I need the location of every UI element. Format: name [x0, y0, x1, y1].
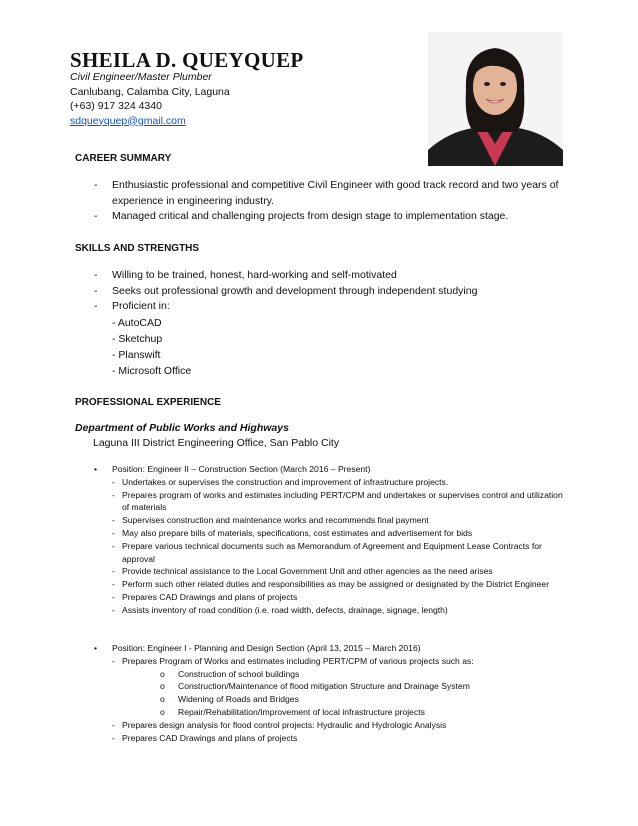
position-title: Position: Engineer II – Construction Section (March 2016 – Present): [112, 464, 371, 474]
duty-item: - Prepares design analysis for flood control projects: Hydraulic and Hydrologic Analysis: [112, 719, 564, 732]
job-title: Civil Engineer/Master Plumber: [70, 71, 212, 83]
circle-bullet-icon: o: [160, 668, 165, 679]
proficient-label: Proficient in:: [112, 300, 170, 312]
duties-list: [94, 719, 564, 745]
software-item: - AutoCAD: [112, 316, 162, 329]
duty-item: - Perform such other related duties and responsibilities as may be assigned or designated by the District Engineer: [112, 578, 564, 591]
software-item: - Microsoft Office: [112, 364, 192, 377]
duty-item: - Undertakes or supervises the construction and improvement of infrastructure projects.: [112, 476, 564, 489]
duty-item: - Prepares program of works and estimates including PERT/CPM and undertakes or supervises control and utilization of materials: [112, 489, 564, 515]
career-summary-list: [94, 178, 564, 225]
contact-block: [70, 70, 230, 128]
email-link[interactable]: sdqueyquep@gmail.com: [70, 114, 186, 127]
address: Canlubang, Calamba City, Laguna: [70, 85, 230, 98]
software-list: [112, 315, 564, 379]
experience-heading: PROFESSIONAL EXPERIENCE: [75, 397, 221, 408]
employer-block: [75, 421, 339, 451]
bullet-icon: •: [94, 464, 98, 474]
list-item: - Managed critical and challenging projects from design stage to implementation stage.: [94, 209, 564, 225]
duty-item: - Provide technical assistance to the Local Government Unit and other agencies as the need arises: [112, 565, 564, 578]
list-item: - Willing to be trained, honest, hard-working and self-motivated: [94, 268, 564, 284]
duty-item: - Prepares CAD Drawings and plans of projects: [112, 732, 564, 745]
duty-item: - Prepare various technical documents such as Memorandum of Agreement and Equipment Lease Contracts for approval: [112, 540, 564, 566]
project-item: [160, 668, 564, 681]
duty-item: - Assists inventory of road condition (i.e. road width, defects, drainage, signage, length): [112, 604, 564, 617]
position-line: [94, 642, 564, 655]
list-item: - Enthusiastic professional and competitive Civil Engineer with good track record and two years of experience in engineering industry.: [94, 178, 564, 209]
circle-bullet-icon: o: [160, 706, 165, 717]
project-item: [160, 706, 564, 719]
project-text: Construction of school buildings: [178, 668, 300, 679]
career-summary-heading: CAREER SUMMARY: [75, 153, 172, 164]
list-item: - Seeks out professional growth and development through independent studying: [94, 284, 564, 300]
duty-item: - May also prepare bills of materials, specifications, cost estimates and advertisement for bids: [112, 527, 564, 540]
duty-item: [112, 655, 564, 668]
phone-number: (+63) 917 324 4340: [70, 100, 162, 112]
duty-intro: Prepares Program of Works and estimates including PERT/CPM of various projects such as:: [122, 655, 474, 666]
position-line: [94, 463, 564, 476]
project-text: Construction/Maintenance of flood mitigation Structure and Drainage System: [178, 681, 470, 692]
skills-list: [94, 268, 564, 379]
position-title: Position: Engineer I - Planning and Design Section (April 13, 2015 – March 2016): [112, 643, 421, 653]
project-item: [160, 693, 564, 706]
software-item: - Sketchup: [112, 332, 163, 345]
list-item: [94, 299, 564, 379]
job-entry-engineer-ii: [94, 463, 564, 617]
applicant-name: SHEILA D. QUEYQUEP: [70, 48, 304, 72]
software-item: - Planswift: [112, 348, 161, 361]
profile-photo: [428, 32, 563, 166]
duty-item: - Supervises construction and maintenance works and recommends final payment: [112, 514, 564, 527]
project-types-list: [94, 668, 564, 719]
circle-bullet-icon: o: [160, 681, 165, 692]
office-name: Laguna III District Engineering Office, San Pablo City: [93, 437, 340, 449]
job-entry-engineer-i: [94, 642, 564, 744]
project-text: Widening of Roads and Bridges: [178, 694, 299, 705]
duties-list: [94, 655, 564, 668]
project-item: [160, 680, 564, 693]
duty-item: - Prepares CAD Drawings and plans of projects: [112, 591, 564, 604]
circle-bullet-icon: o: [160, 694, 165, 705]
duties-list: [94, 476, 564, 617]
project-text: Repair/Rehabilitation/Improvement of local infrastructure projects: [178, 706, 425, 717]
department-name: Department of Public Works and Highways: [75, 422, 289, 434]
skills-heading: SKILLS AND STRENGTHS: [75, 243, 200, 254]
bullet-icon: •: [94, 643, 98, 653]
